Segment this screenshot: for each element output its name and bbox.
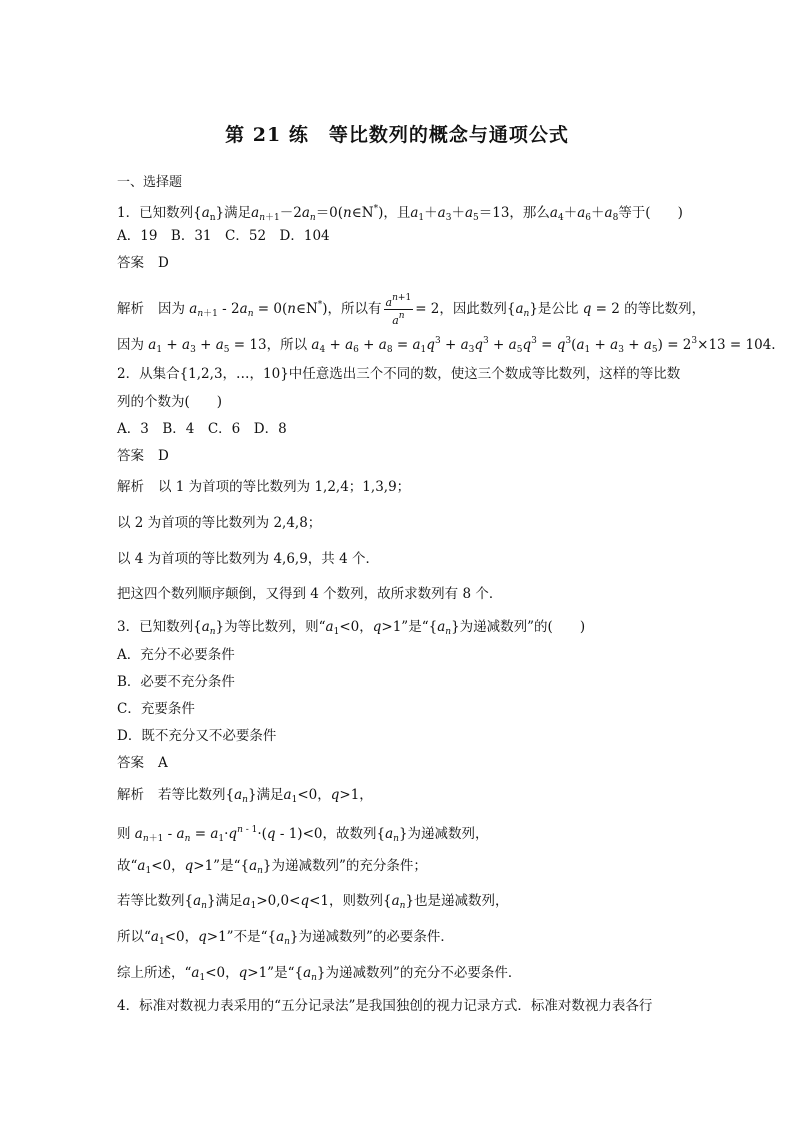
q2-options: A．3 B．4 C．6 D．8	[117, 421, 287, 437]
q3-analysis-line-5: 所以“$a_1<0$，q>1”不是“$\{a_n\}$为递减数列”的必要条件．	[117, 929, 454, 947]
q2-stem-line-2: 列的个数为( )	[117, 394, 223, 410]
page-title: 第 21 练 等比数列的概念与通项公式	[225, 124, 569, 146]
q3-option-b: B．必要不充分条件	[117, 674, 235, 690]
q2-analysis-line-2: 以 2 为首项的等比数列为 2,4,8；	[117, 515, 322, 531]
q3-option-a: A．充分不必要条件	[117, 647, 235, 663]
q3-answer: 答案 A	[117, 755, 168, 771]
q1-analysis-line-2: 因为 $a_1 + a_3 + a_5 = 13$，所以 $a_4 + a_6 + a_8 = a_1q^3 + a_3q^3 + a_5q^3 = q^3(a_1 + a_3 + a_5) = 2^3\times 13 = 104$.	[117, 336, 776, 355]
q2-answer: 答案 D	[117, 448, 169, 464]
fraction: $\frac{a^{n+1}}{a^n}$	[385, 293, 412, 327]
q2-analysis-line-3: 以 4 为首项的等比数列为 4,6,9，共 4 个．	[117, 551, 379, 567]
q3-analysis-line-1: 解析 若等比数列$\{a_n\}$满足$a_1<0$，q>1，	[117, 787, 373, 805]
q3-option-c: C．充要条件	[117, 701, 195, 717]
q3-option-d: D．既不充分又不必要条件	[117, 728, 277, 744]
q1-stem: 1．已知数列$\{a_n\}$满足$a_{n+1}-2a_n=0(n\in N^*)$，且$a_1+a_3+a_5=13$，那么$a_4+a_6+a_8$等于( )	[117, 204, 683, 223]
q2-analysis-line-1: 解析 以 1 为首项的等比数列为 1,2,4；1,3,9；	[117, 479, 411, 495]
q3-analysis-line-2: 则 $a_{n+1} - a_n = a_1\cdot q^{n - 1}\cdot(q - 1)<0$，故数列$\{a_n\}$为递减数列，	[117, 825, 489, 844]
q2-analysis-line-4: 把这四个数列顺序颠倒，又得到 4 个数列，故所求数列有 8 个．	[117, 586, 503, 602]
q1-answer: 答案 D	[117, 255, 169, 271]
q1-options: A．19 B．31 C．52 D．104	[117, 228, 330, 244]
q1-analysis-line-1: 解析 因为 $a_{n+1} - 2a_n$ = 0(n∈N*)，所以有 $\frac{a^{n+1}}{a^n}$ = 2，因此数列$\{a_n\}$是公比 q = 2 的等比数列，	[117, 293, 706, 327]
q4-stem-line-1: 4．标准对数视力表采用的“五分记录法”是我国独创的视力记录方式．标准对数视力表各行	[117, 998, 653, 1014]
section-heading: 一、选择题	[117, 175, 183, 190]
q3-analysis-line-3: 故“$a_1<0$，q>1”是“$\{a_n\}$为递减数列”的充分条件；	[117, 858, 427, 876]
q3-analysis-line-6: 综上所述，“$a_1<0$，q>1”是“$\{a_n\}$为递减数列”的充分不必要条件．	[117, 965, 522, 983]
q3-analysis-line-4: 若等比数列$\{a_n\}$满足$a_1>0,0<q<1$，则数列$\{a_n\}$也是递减数列，	[117, 893, 509, 911]
q2-stem-line-1: 2．从集合{1,2,3，…，10}中任意选出三个不同的数，使这三个数成等比数列，这样的等比数	[117, 366, 681, 382]
q3-stem: 3．已知数列$\{a_n\}$为等比数列，则“$a_1<0$，q>1”是“$\{a_n\}$为递减数列”的( )	[117, 619, 586, 637]
